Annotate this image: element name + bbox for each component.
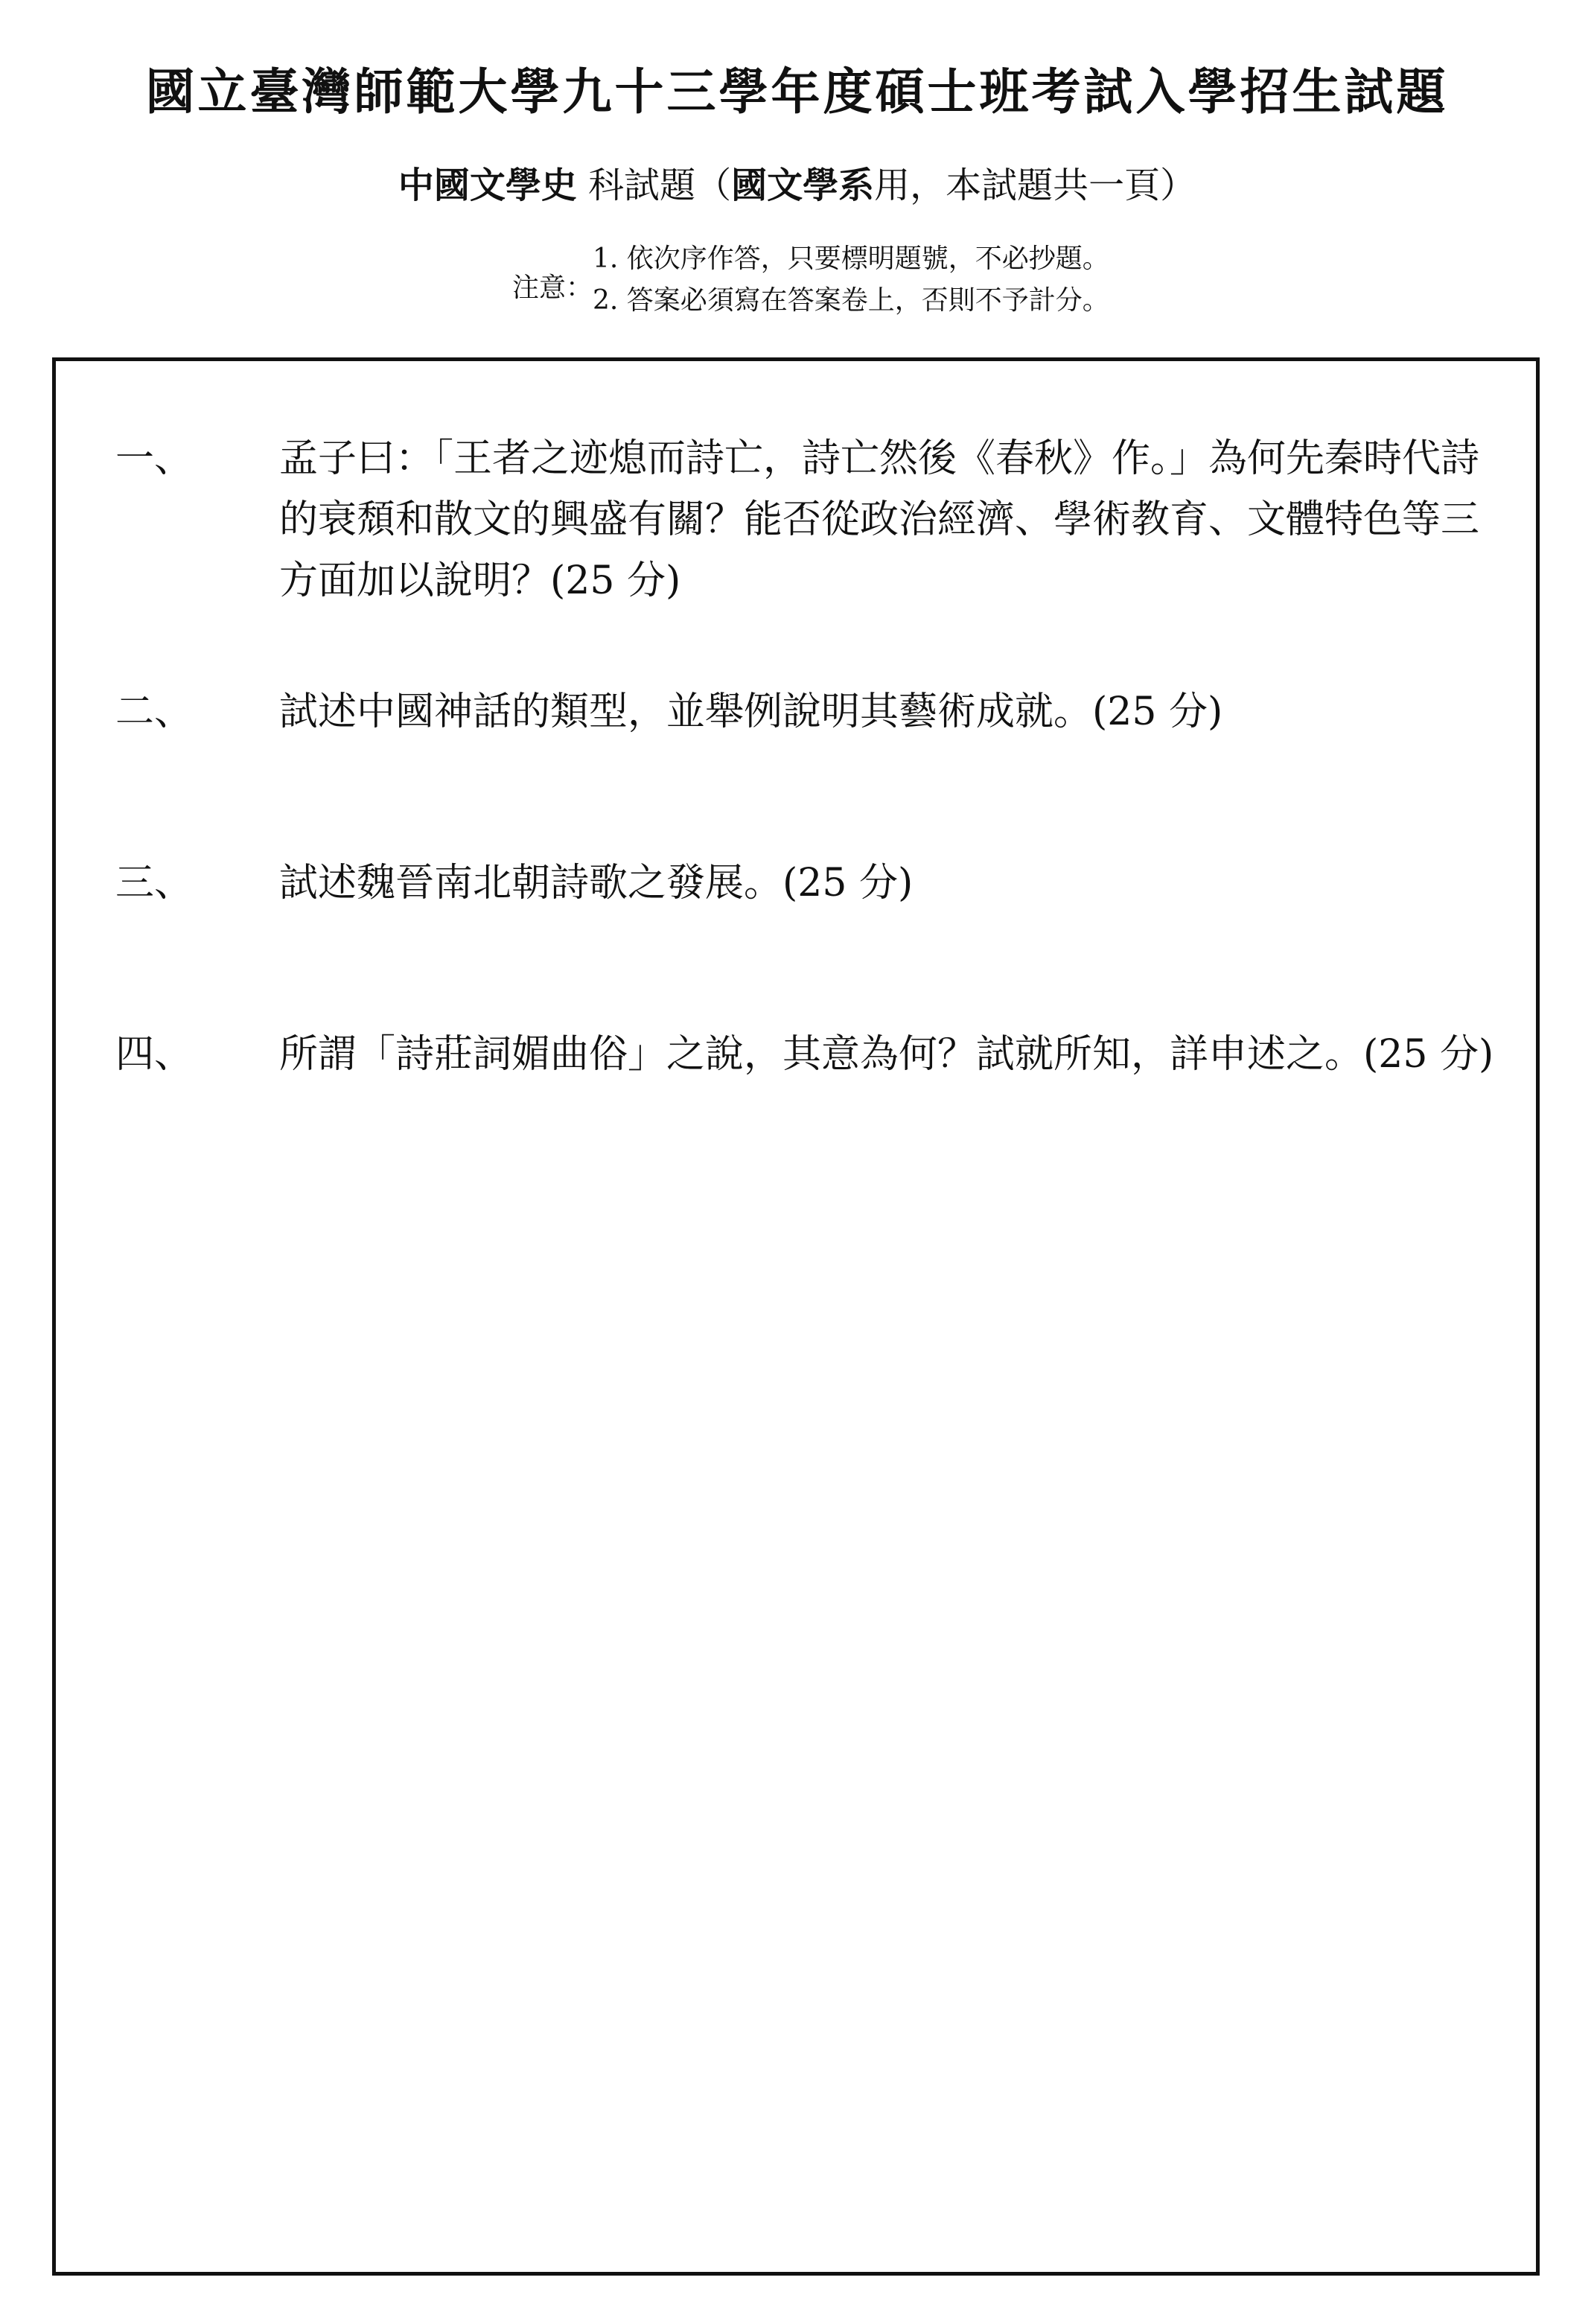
notice-item: 2. 答案必須寫在答案卷上，否則不予計分。 [593,285,1109,316]
exam-subtitle [0,156,1594,208]
question-3 [115,853,1515,914]
notice-item: 1. 依次序作答，只要標明題號，不必抄題。 [593,243,1109,274]
question-4 [115,1024,1515,1085]
question-text: 所謂「詩莊詞媚曲俗」之說，其意為何？試就所知，詳申述之。(25 分) [279,1032,1494,1077]
question-2 [115,681,1515,742]
subject-name: 中國文學史 [398,165,577,206]
question-frame [52,357,1540,2276]
question-text: 孟子曰：「王者之迹熄而詩亡，詩亡然後《春秋》作。」為何先秦時代詩的衰頹和散文的興盛有關？能否從政治經濟、學術教育、文體特色等三方面加以說明？(25 分) [279,436,1480,603]
subject-suffix: 科試題（ [588,165,732,206]
exam-title: 國立臺灣師範大學九十三學年度碩士班考試入學招生試題 [145,63,1449,121]
question-number: 二、 [115,690,194,734]
notice-items [593,238,1109,322]
question-number: 三、 [115,861,194,905]
department-name: 國文學系 [731,165,875,206]
question-1 [115,428,1515,611]
question-number: 四、 [115,1032,194,1077]
notice-label: 注意： [512,273,593,303]
department-suffix: 用，本試題共一頁） [874,165,1196,206]
question-text: 試述中國神話的類型，並舉例說明其藝術成就。(25 分) [279,690,1223,734]
question-number: 一、 [115,436,194,481]
question-text: 試述魏晉南北朝詩歌之發展。(25 分) [279,861,914,905]
